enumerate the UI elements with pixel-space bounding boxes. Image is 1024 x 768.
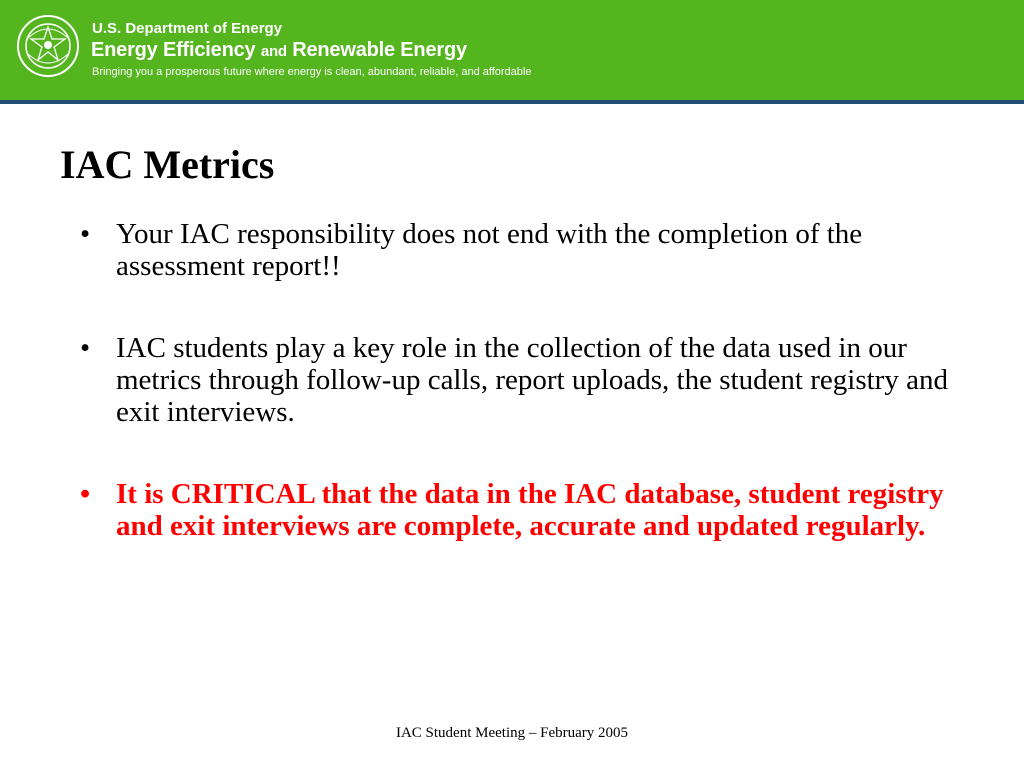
office-name-and: and <box>260 43 287 60</box>
doe-seal-icon <box>16 14 80 78</box>
bullet-list <box>80 218 960 592</box>
bullet-marker: • <box>80 332 91 364</box>
bullet-text-critical: It is CRITICAL that the data in the IAC database, student registry and exit interviews are complete, accurate and updated regularly. <box>116 478 944 542</box>
footer <box>0 724 1024 742</box>
slide-title: IAC Metrics <box>60 142 275 187</box>
footer-text: IAC Student Meeting – February 2005 <box>395 725 629 741</box>
bullet-marker: • <box>80 218 91 250</box>
agency-name: U.S. Department of Energy <box>92 20 283 37</box>
bullet-item <box>80 218 960 282</box>
office-name-part2: Renewable Energy <box>292 39 467 61</box>
office-name-part1: Energy Efficiency <box>91 39 256 61</box>
office-name <box>91 37 467 65</box>
bullet-marker: • <box>80 478 91 510</box>
bullet-text: IAC students play a key role in the collection of the data used in our metrics through follow-up calls, report uploads, the student registry and exit interviews. <box>116 332 948 428</box>
bullet-item <box>80 332 960 428</box>
bullet-item-critical <box>80 478 960 542</box>
header-banner <box>0 0 1024 100</box>
bullet-text: Your IAC responsibility does not end with the completion of the assessment report!! <box>116 218 863 282</box>
header-tagline: Bringing you a prosperous future where energy is clean, abundant, reliable, and affordable <box>92 66 532 78</box>
banner-divider <box>0 100 1024 104</box>
